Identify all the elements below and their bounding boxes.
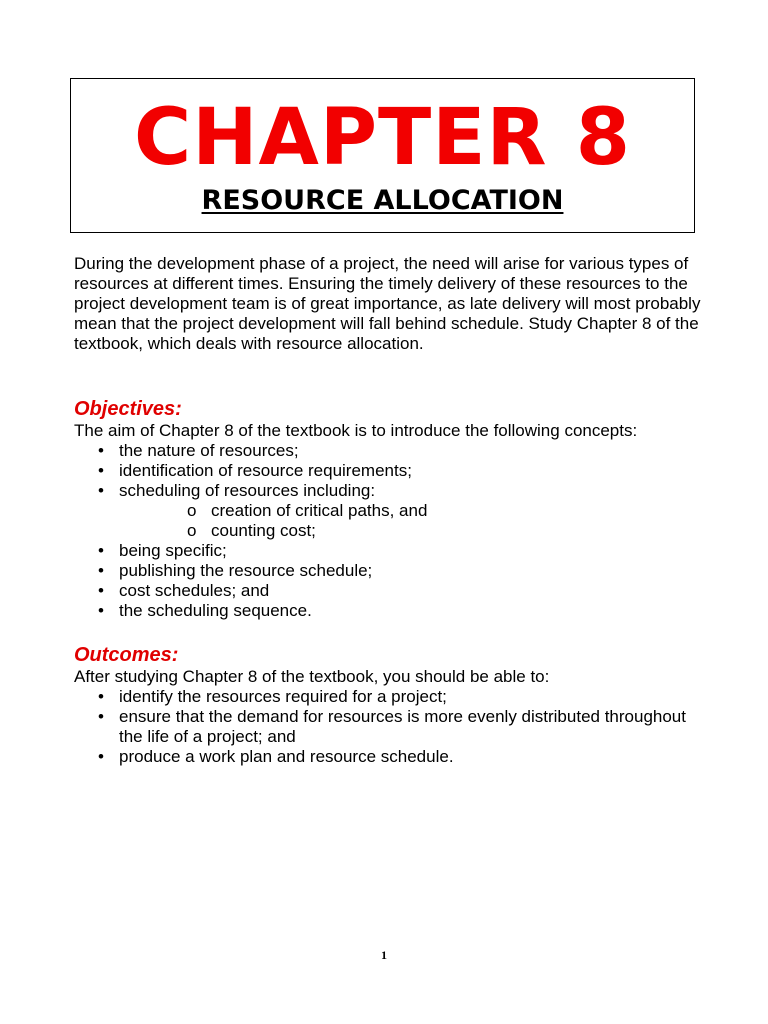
sub-list-item [119,501,714,521]
list-item [74,481,714,541]
bullet-icon: • [98,441,104,460]
bullet-icon: • [98,601,104,620]
chapter-title-box [70,78,695,233]
circle-bullet-icon: o [187,501,197,520]
list-item [74,747,714,767]
sub-list-item-text: creation of critical paths, and [211,501,428,520]
list-item [74,687,714,707]
bullet-icon: • [98,687,104,706]
chapter-subtitle: RESOURCE ALLOCATION [201,185,564,216]
list-item-text: being specific; [119,541,227,560]
list-item-text: the scheduling sequence. [119,601,312,620]
objectives-list [74,441,714,621]
list-item-text: identification of resource requirements; [119,461,412,480]
outcomes-heading: Outcomes: [74,644,179,666]
sub-list-item-text: counting cost; [211,521,316,540]
circle-bullet-icon: o [187,521,197,540]
bullet-icon: • [98,747,104,766]
list-item-text: cost schedules; and [119,581,270,600]
bullet-icon: • [98,481,104,500]
outcomes-list [74,687,714,767]
list-item [74,461,714,481]
chapter-title: CHAPTER 8 [133,93,632,183]
list-item-text: publishing the resource schedule; [119,561,373,580]
bullet-icon: • [98,461,104,480]
bullet-icon: • [98,541,104,560]
list-item-text: the nature of resources; [119,441,299,460]
outcomes-lead: After studying Chapter 8 of the textbook, you should be able to: [74,667,550,686]
sub-list-item [119,521,714,541]
bullet-icon: • [98,707,104,726]
document-body [74,254,714,767]
list-item [74,541,714,561]
intro-paragraph: During the development phase of a project, the need will arise for various types of resources at different times. Ensuring the timely delivery of these resources to the project development team is of great importance, as late delivery will most probably mean that the project development will fall behind schedule. Study Chapter 8 of the textbook, which deals with resource allocation. [74,254,701,353]
list-item-text: ensure that the demand for resources is more evenly distributed throughout the life of a project; and [119,707,686,746]
list-item [74,441,714,461]
page-number: 1 [381,948,387,962]
list-item-text: scheduling of resources including: [119,481,376,500]
objectives-lead: The aim of Chapter 8 of the textbook is to introduce the following concepts: [74,421,638,440]
bullet-icon: • [98,581,104,600]
list-item [74,707,714,747]
list-item [74,601,714,621]
objectives-heading: Objectives: [74,398,182,420]
bullet-icon: • [98,561,104,580]
list-item-text: produce a work plan and resource schedule. [119,747,454,766]
list-item [74,561,714,581]
list-item-text: identify the resources required for a project; [119,687,447,706]
objectives-sublist [119,501,714,541]
list-item [74,581,714,601]
